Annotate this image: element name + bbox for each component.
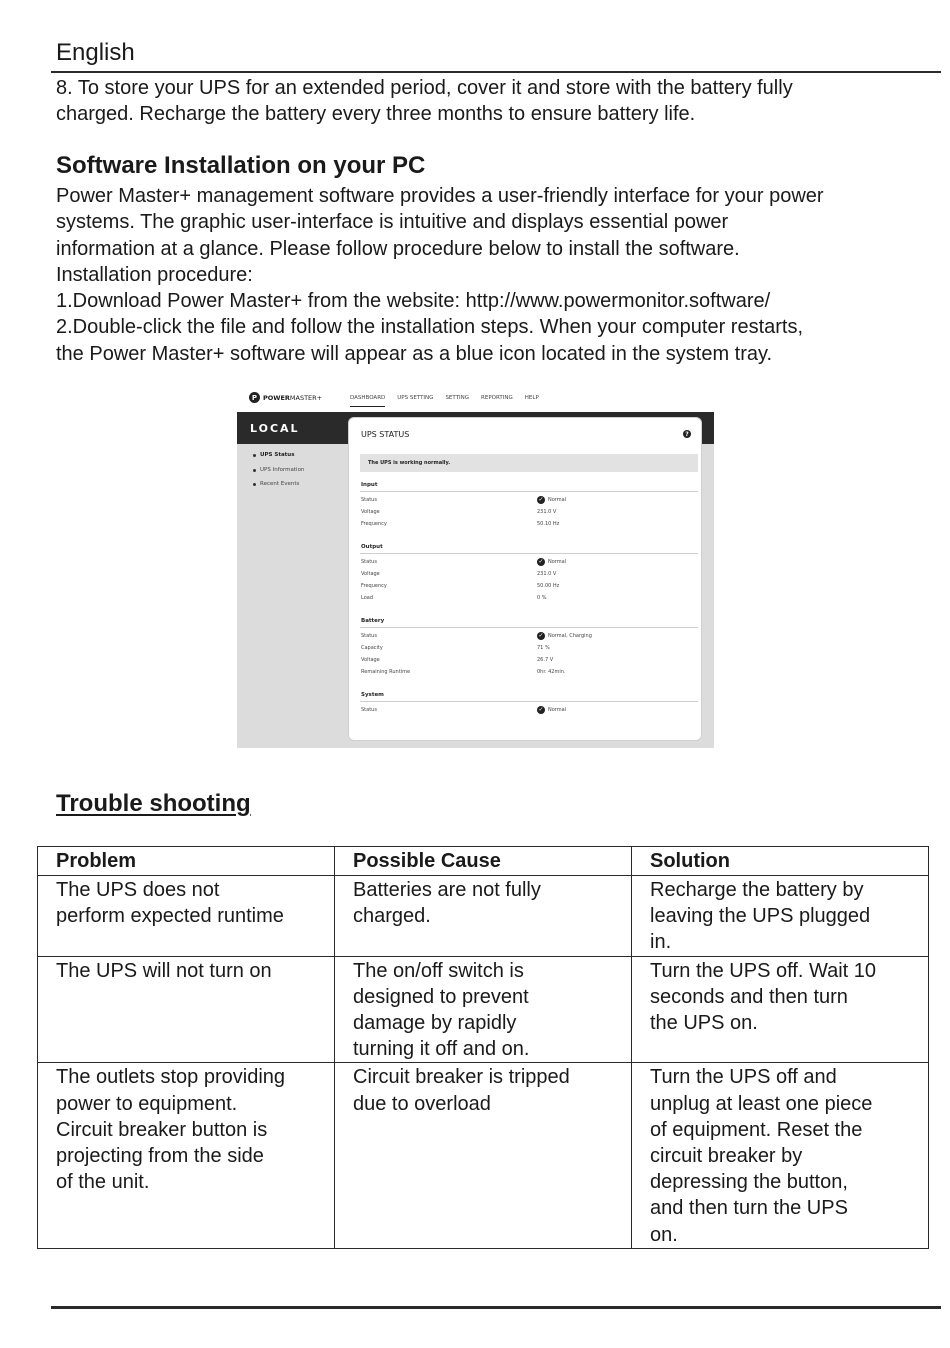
solution-cell: Turn the UPS off and unplug at least one piece of equipment. Reset the circuit breaker by depressing the button, and then turn the UPS on. — [632, 1063, 929, 1248]
sidebar-item-ups-status[interactable]: UPS Status — [237, 448, 348, 463]
storage-note-line: charged. Recharge the battery every three months to ensure battery life. — [56, 103, 696, 126]
nav-help[interactable]: HELP — [524, 395, 539, 401]
nav-dashboard[interactable]: DASHBOARD — [350, 395, 385, 407]
section-divider — [360, 627, 698, 628]
row-label: Voltage — [361, 657, 380, 663]
check-icon: ✓ — [538, 558, 544, 565]
software-line: 1.Download Power Master+ from the website: http://www.powermonitor.software/ — [56, 290, 771, 313]
section-title-input: Input — [361, 482, 378, 488]
header-divider — [51, 71, 941, 73]
row-value: 50.10 Hz — [537, 521, 560, 527]
powermaster-logo-icon: P — [249, 392, 260, 403]
software-line: systems. The graphic user-interface is intuitive and displays essential power — [56, 211, 729, 234]
nav-reporting[interactable]: REPORTING — [481, 395, 513, 401]
powermaster-logo — [249, 392, 322, 403]
software-line: Power Master+ management software provides a user-friendly interface for your power — [56, 185, 824, 207]
sidebar-item-recent-events[interactable]: Recent Events — [237, 477, 348, 492]
software-line: Installation procedure: — [56, 263, 253, 286]
row-label: Capacity — [361, 645, 383, 651]
row-value: ✓ Normal — [538, 706, 567, 713]
storage-note-line: 8. To store your UPS for an extended period, cover it and store with the battery fully — [56, 77, 793, 99]
logo-text-rest: MASTER+ — [289, 393, 323, 402]
row-label: Status — [361, 707, 377, 713]
row-label: Load — [361, 595, 373, 601]
problem-cell: The UPS does not perform expected runtime — [38, 876, 335, 957]
section-title-battery: Battery — [361, 618, 385, 624]
app-sidebar — [237, 412, 348, 748]
row-value: 71 % — [537, 645, 550, 651]
row-label: Status — [361, 497, 377, 503]
software-line: 2.Double-click the file and follow the installation steps. When your computer restarts, — [56, 316, 804, 339]
solution-cell: Turn the UPS off. Wait 10 seconds and then turn the UPS on. — [632, 956, 929, 1063]
sidebar-title: LOCAL — [237, 412, 348, 444]
check-icon: ✓ — [538, 496, 544, 503]
row-value: ✓ Normal — [538, 558, 567, 565]
row-value: ✓ Normal — [538, 496, 567, 503]
language-label: English — [56, 39, 135, 66]
solution-cell: Recharge the battery by leaving the UPS plugged in. — [632, 876, 929, 957]
row-label: Remaining Runtime — [361, 669, 411, 675]
section-divider — [360, 553, 698, 554]
section-divider — [360, 701, 698, 702]
header-possible-cause: Possible Cause — [335, 847, 632, 876]
header-problem: Problem — [38, 847, 335, 876]
troubleshooting-heading: Trouble shooting — [56, 790, 251, 817]
status-notice: The UPS is working normally. — [360, 454, 698, 472]
row-label: Frequency — [361, 583, 387, 589]
row-label: Voltage — [361, 571, 380, 577]
header-solution: Solution — [632, 847, 929, 876]
software-heading: Software Installation on your PC — [56, 152, 426, 179]
help-icon[interactable]: ? — [683, 430, 691, 438]
row-label: Status — [361, 633, 377, 639]
problem-cell: The UPS will not turn on — [38, 956, 335, 1063]
software-description — [56, 183, 936, 367]
row-value: ✓ Normal, Charging — [538, 632, 592, 639]
logo-text-bold: POWER — [263, 393, 290, 402]
row-value: 231.0 V — [537, 509, 557, 515]
ups-status-panel — [348, 417, 702, 741]
table-header-row — [38, 847, 929, 876]
row-value: 0hr. 42min. — [537, 669, 566, 675]
cause-cell: Batteries are not fully charged. — [335, 876, 632, 957]
table-row — [38, 956, 929, 1063]
sidebar-item-ups-information[interactable]: UPS Information — [237, 463, 348, 478]
nav-setting[interactable]: SETTING — [445, 395, 470, 401]
storage-note — [56, 75, 936, 128]
software-screenshot — [237, 386, 714, 748]
row-value: 50.00 Hz — [537, 583, 560, 589]
app-nav-bar — [237, 386, 714, 412]
check-icon: ✓ — [538, 632, 544, 639]
section-title-output: Output — [361, 544, 383, 550]
row-label: Frequency — [361, 521, 387, 527]
troubleshooting-table — [37, 846, 929, 1249]
cause-cell: Circuit breaker is tripped due to overload — [335, 1063, 632, 1248]
nav-ups-setting[interactable]: UPS SETTING — [397, 395, 434, 401]
footer-divider — [51, 1306, 941, 1309]
row-label: Voltage — [361, 509, 380, 515]
software-line: the Power Master+ software will appear as a blue icon located in the system tray. — [56, 342, 773, 365]
section-title-system: System — [361, 692, 384, 698]
panel-title: UPS STATUS — [361, 430, 410, 439]
software-line: information at a glance. Please follow procedure below to install the software. — [56, 237, 740, 260]
row-value: 26.7 V — [537, 657, 554, 663]
row-value: 0 % — [537, 595, 547, 601]
problem-cell: The outlets stop providing power to equipment. Circuit breaker button is projecting from the side of the unit. — [38, 1063, 335, 1248]
row-value: 231.0 V — [537, 571, 557, 577]
check-icon: ✓ — [538, 706, 544, 713]
row-label: Status — [361, 559, 377, 565]
section-divider — [360, 491, 698, 492]
table-row — [38, 876, 929, 957]
table-row — [38, 1063, 929, 1248]
cause-cell: The on/off switch is designed to prevent damage by rapidly turning it off and on. — [335, 956, 632, 1063]
